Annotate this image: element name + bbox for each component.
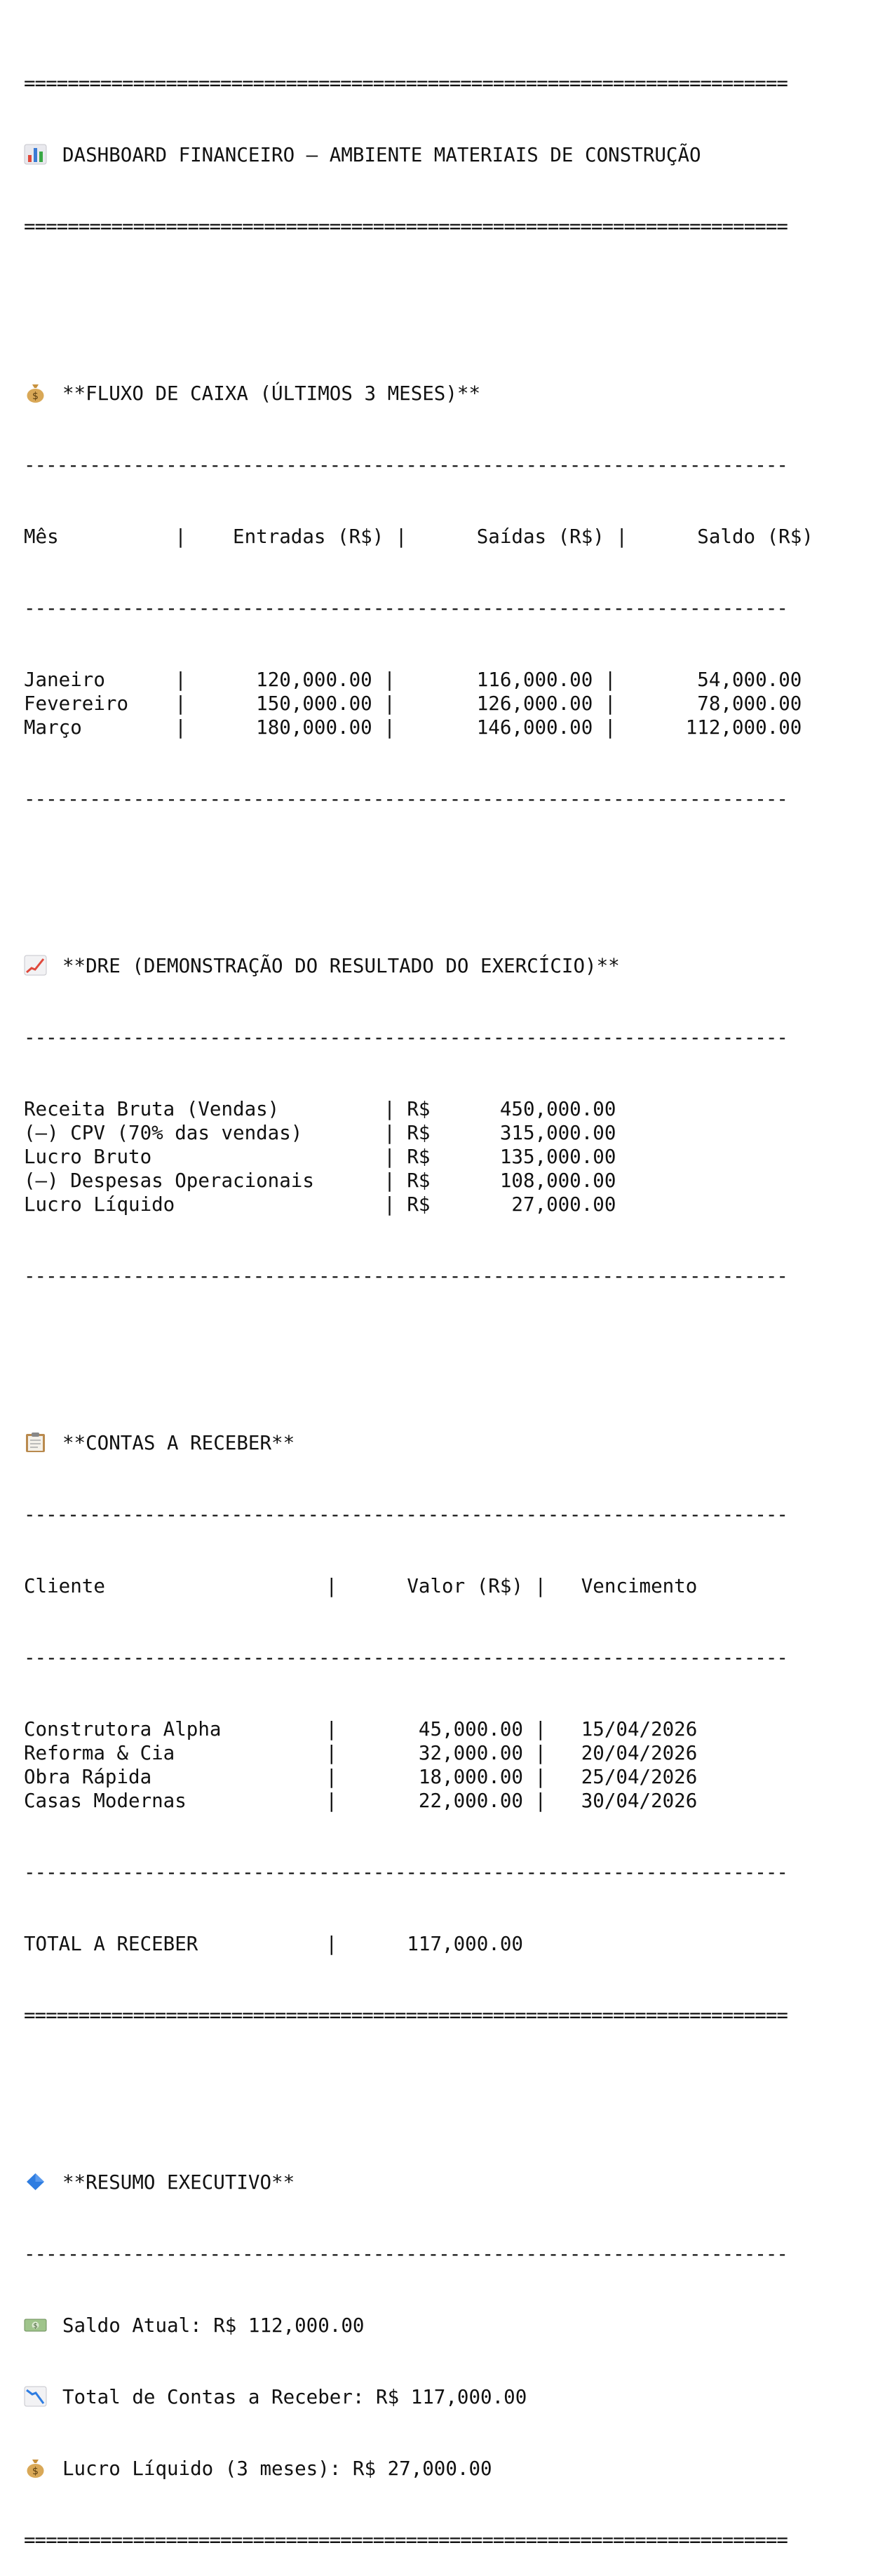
currency-symbol: R$ bbox=[407, 1169, 431, 1192]
chart-decreasing-icon bbox=[24, 2386, 47, 2407]
clipboard-icon bbox=[24, 1432, 47, 1453]
column-separator: | bbox=[175, 525, 187, 548]
double-rule: ====================================================================== bbox=[24, 72, 788, 95]
column-header: Vencimento bbox=[546, 1575, 698, 1597]
bar-chart-icon bbox=[24, 144, 47, 165]
column-separator: | bbox=[325, 1933, 338, 1955]
total-value: 117,000.00 bbox=[337, 1933, 523, 1955]
currency-symbol: R$ bbox=[407, 1193, 431, 1216]
balance-cell: 112,000.00 bbox=[616, 716, 802, 739]
table-row bbox=[24, 1169, 865, 1193]
money-bag-icon bbox=[24, 2457, 47, 2478]
table-row bbox=[24, 1789, 865, 1813]
receivables-header-row bbox=[24, 1574, 865, 1598]
svg-text:$: $ bbox=[33, 2322, 38, 2330]
outflow-cell: 126,000.00 bbox=[395, 692, 604, 715]
chart-increasing-icon bbox=[24, 955, 47, 976]
client-cell: Reforma & Cia bbox=[24, 1742, 326, 1764]
outflow-cell: 146,000.00 bbox=[395, 716, 604, 739]
column-separator: | bbox=[604, 692, 616, 715]
dre-value: 135,000.00 bbox=[430, 1146, 616, 1168]
due-date-cell: 20/04/2026 bbox=[546, 1742, 698, 1764]
column-header: Valor (R$) bbox=[337, 1575, 535, 1597]
due-date-cell: 30/04/2026 bbox=[546, 1790, 698, 1812]
receivables-total-row bbox=[24, 1932, 865, 1956]
currency-symbol: R$ bbox=[407, 1122, 431, 1144]
money-bag-icon bbox=[24, 382, 47, 403]
column-separator: | bbox=[384, 1122, 407, 1144]
client-cell: Casas Modernas bbox=[24, 1790, 326, 1812]
column-header: Saídas (R$) bbox=[407, 525, 616, 548]
blue-diamond-icon bbox=[24, 2171, 47, 2192]
table-row bbox=[24, 1765, 865, 1789]
single-rule: ---------------------------------------------------------------------- bbox=[24, 1265, 788, 1287]
cashflow-heading bbox=[24, 382, 865, 405]
summary-item-text: Lucro Líquido (3 meses): R$ 27,000.00 bbox=[62, 2457, 492, 2480]
column-header: Entradas (R$) bbox=[186, 525, 396, 548]
dre-label: (–) CPV (70% das vendas) bbox=[24, 1122, 384, 1144]
column-separator: | bbox=[325, 1575, 338, 1597]
dre-label: (–) Despesas Operacionais bbox=[24, 1169, 384, 1192]
dre-value: 450,000.00 bbox=[430, 1098, 616, 1120]
column-separator: | bbox=[616, 525, 628, 548]
column-separator: | bbox=[395, 525, 407, 548]
month-cell: Março bbox=[24, 716, 175, 739]
client-cell: Construtora Alpha bbox=[24, 1718, 326, 1740]
dollar-banknote-icon bbox=[24, 2314, 47, 2335]
single-rule: ---------------------------------------------------------------------- bbox=[24, 1026, 788, 1049]
cashflow-header-row bbox=[24, 525, 865, 549]
summary-item-text: Saldo Atual: R$ 112,000.00 bbox=[62, 2314, 365, 2337]
column-separator: | bbox=[325, 1718, 338, 1740]
column-separator: | bbox=[384, 716, 396, 739]
column-separator: | bbox=[175, 669, 187, 691]
single-rule: ---------------------------------------------------------------------- bbox=[24, 788, 788, 810]
table-row bbox=[24, 1145, 865, 1169]
column-separator: | bbox=[534, 1742, 547, 1764]
table-row bbox=[24, 1097, 865, 1121]
column-separator: | bbox=[175, 716, 187, 739]
summary-item bbox=[24, 2457, 865, 2481]
column-header: Cliente bbox=[24, 1575, 326, 1597]
receivables-heading bbox=[24, 1431, 865, 1455]
balance-cell: 78,000.00 bbox=[616, 692, 802, 715]
column-separator: | bbox=[384, 669, 396, 691]
summary-item-text: Total de Contas a Receber: R$ 117,000.00 bbox=[62, 2386, 527, 2408]
double-rule: ====================================================================== bbox=[24, 215, 788, 238]
outflow-cell: 116,000.00 bbox=[395, 669, 604, 691]
column-separator: | bbox=[534, 1766, 547, 1788]
single-rule: ---------------------------------------------------------------------- bbox=[24, 597, 788, 619]
column-separator: | bbox=[384, 1098, 407, 1120]
dre-value: 27,000.00 bbox=[430, 1193, 616, 1216]
due-date-cell: 25/04/2026 bbox=[546, 1766, 698, 1788]
column-separator: | bbox=[384, 1146, 407, 1168]
double-rule: ====================================================================== bbox=[24, 2529, 788, 2551]
amount-cell: 32,000.00 bbox=[337, 1742, 535, 1764]
amount-cell: 45,000.00 bbox=[337, 1718, 535, 1740]
month-cell: Janeiro bbox=[24, 669, 175, 691]
month-cell: Fevereiro bbox=[24, 692, 175, 715]
dre-label: Receita Bruta (Vendas) bbox=[24, 1098, 384, 1120]
table-row bbox=[24, 1741, 865, 1765]
single-rule: ---------------------------------------------------------------------- bbox=[24, 454, 788, 476]
column-separator: | bbox=[534, 1575, 547, 1597]
currency-symbol: R$ bbox=[407, 1098, 431, 1120]
column-header: Mês bbox=[24, 525, 175, 548]
dre-value: 108,000.00 bbox=[430, 1169, 616, 1192]
table-row bbox=[24, 1121, 865, 1145]
cashflow-title: **FLUXO DE CAIXA (ÚLTIMOS 3 MESES)** bbox=[62, 382, 481, 405]
amount-cell: 22,000.00 bbox=[337, 1790, 535, 1812]
client-cell: Obra Rápida bbox=[24, 1766, 326, 1788]
double-rule: ====================================================================== bbox=[24, 2004, 788, 2027]
summary-title: **RESUMO EXECUTIVO** bbox=[62, 2171, 295, 2194]
inflow-cell: 120,000.00 bbox=[186, 669, 384, 691]
inflow-cell: 150,000.00 bbox=[186, 692, 384, 715]
column-separator: | bbox=[384, 1169, 407, 1192]
dre-label: Lucro Líquido bbox=[24, 1193, 384, 1216]
column-separator: | bbox=[604, 716, 616, 739]
summary-heading bbox=[24, 2171, 865, 2194]
column-header: Saldo (R$) bbox=[627, 525, 813, 548]
column-separator: | bbox=[175, 692, 187, 715]
dre-label: Lucro Bruto bbox=[24, 1146, 384, 1168]
single-rule: ---------------------------------------------------------------------- bbox=[24, 1503, 788, 1526]
currency-symbol: R$ bbox=[407, 1146, 431, 1168]
column-separator: | bbox=[534, 1790, 547, 1812]
svg-text:$: $ bbox=[32, 391, 39, 402]
table-row bbox=[24, 692, 865, 716]
due-date-cell: 15/04/2026 bbox=[546, 1718, 698, 1740]
single-rule: ---------------------------------------------------------------------- bbox=[24, 1861, 788, 1884]
dre-heading bbox=[24, 954, 865, 978]
receivables-title: **CONTAS A RECEBER** bbox=[62, 1432, 295, 1454]
total-label: TOTAL A RECEBER bbox=[24, 1933, 326, 1955]
dre-value: 315,000.00 bbox=[430, 1122, 616, 1144]
table-row bbox=[24, 1717, 865, 1741]
column-separator: | bbox=[325, 1790, 338, 1812]
column-separator: | bbox=[534, 1718, 547, 1740]
single-rule: ---------------------------------------------------------------------- bbox=[24, 1646, 788, 1669]
page-title: DASHBOARD FINANCEIRO – AMBIENTE MATERIAIS DE CONSTRUÇÃO bbox=[62, 144, 701, 166]
column-separator: | bbox=[325, 1742, 338, 1764]
table-row bbox=[24, 668, 865, 692]
single-rule: ---------------------------------------------------------------------- bbox=[24, 2243, 788, 2265]
summary-item bbox=[24, 2314, 865, 2337]
column-separator: | bbox=[384, 1193, 407, 1216]
svg-text:$: $ bbox=[32, 2466, 39, 2477]
table-row bbox=[24, 1193, 865, 1216]
balance-cell: 54,000.00 bbox=[616, 669, 802, 691]
amount-cell: 18,000.00 bbox=[337, 1766, 535, 1788]
inflow-cell: 180,000.00 bbox=[186, 716, 384, 739]
table-row bbox=[24, 716, 865, 739]
column-separator: | bbox=[325, 1766, 338, 1788]
dre-title: **DRE (DEMONSTRAÇÃO DO RESULTADO DO EXERCÍCIO)** bbox=[62, 955, 620, 977]
financial-dashboard bbox=[24, 0, 865, 2576]
column-separator: | bbox=[384, 692, 396, 715]
summary-item bbox=[24, 2385, 865, 2409]
column-separator: | bbox=[604, 669, 616, 691]
page-title-line bbox=[24, 143, 865, 167]
